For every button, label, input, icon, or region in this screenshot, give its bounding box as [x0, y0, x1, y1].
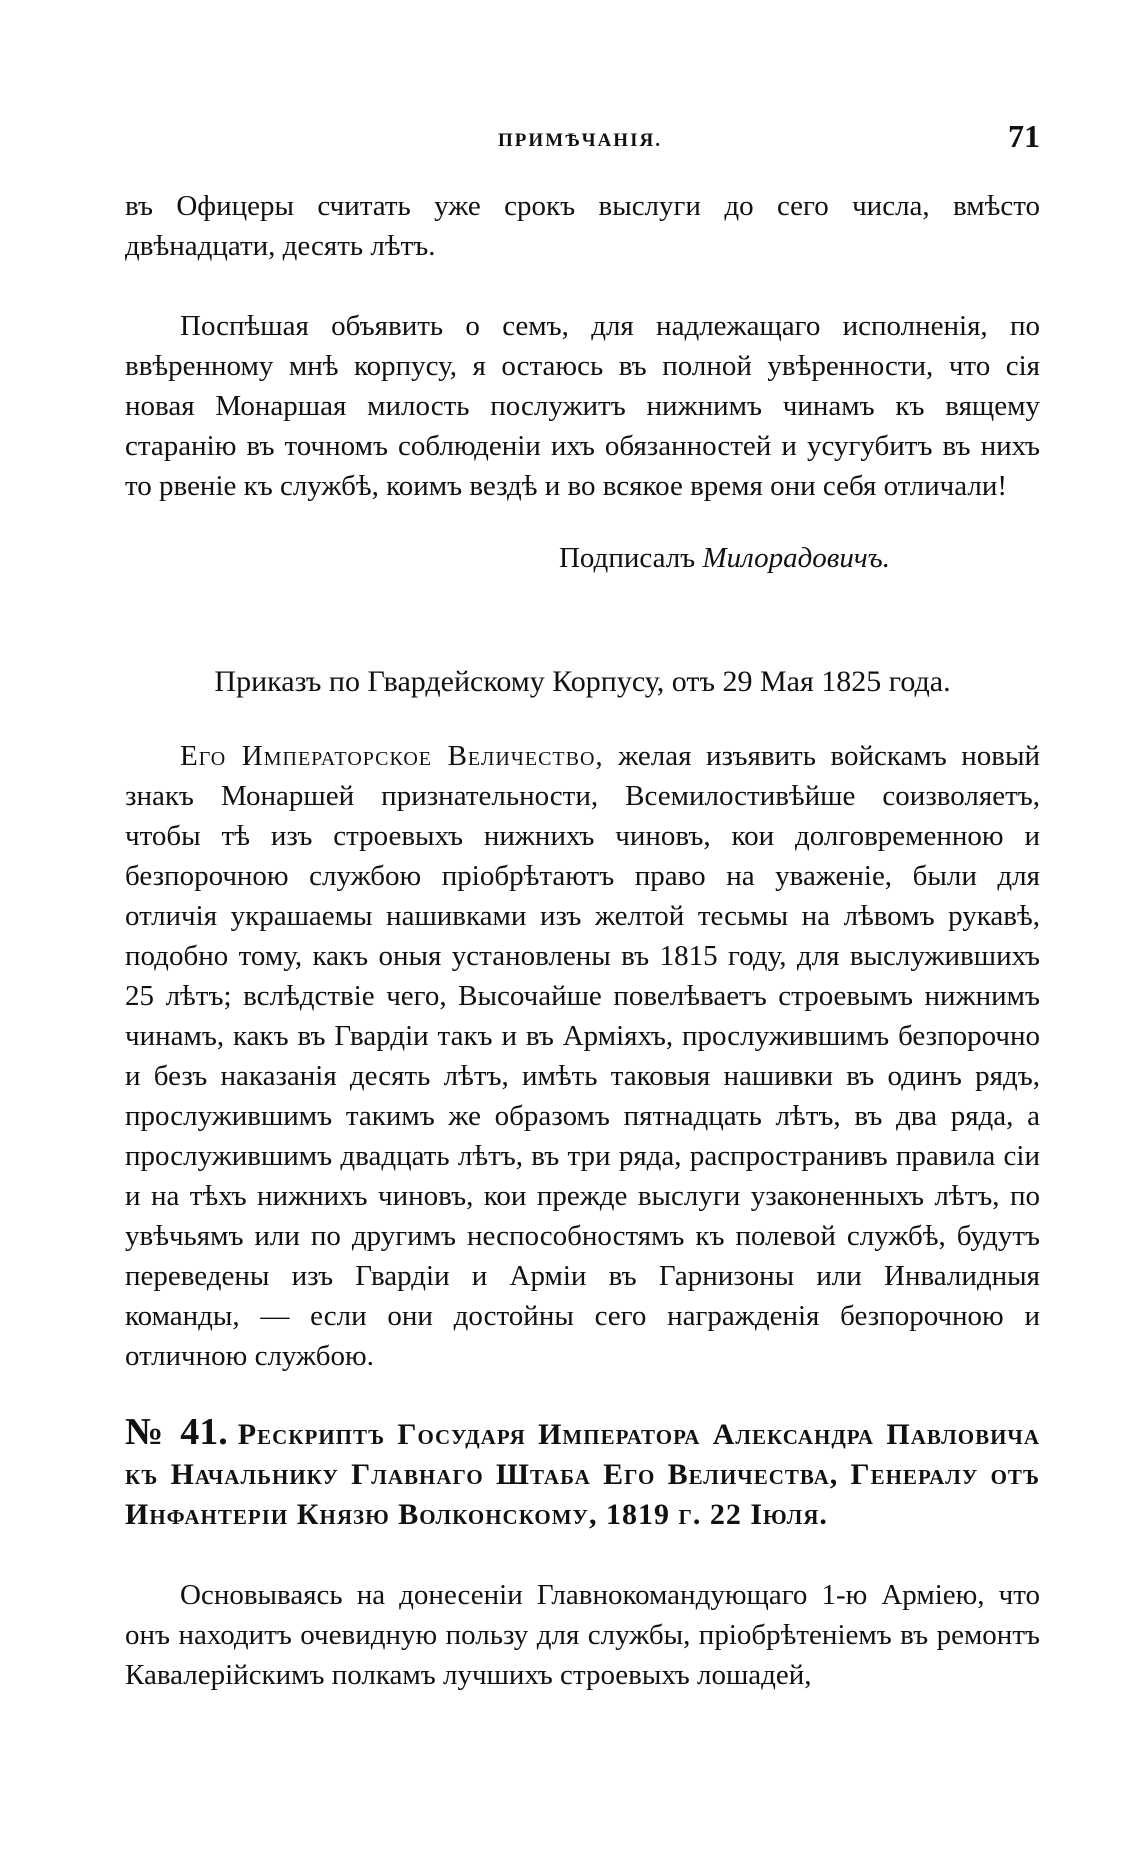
order-lead: Его Императорское Величество,: [180, 740, 604, 772]
signature-line: [125, 538, 1040, 578]
page-number: 71: [1008, 118, 1040, 154]
signature-label: Подписалъ: [558, 542, 696, 574]
order-title: Приказъ по Гвардейскому Корпусу, отъ 29 Мая 1825 года.: [214, 665, 951, 698]
section-heading: [125, 1412, 1040, 1535]
body-text: [125, 186, 1040, 1695]
paragraph-continuation: въ Офицеры считать уже срокъ выслуги до сего числа, вмѣсто двѣнадцати, десять лѣтъ.: [125, 190, 1040, 262]
section-number: № 41.: [125, 1411, 228, 1453]
paragraph-announcement: Поспѣшая объявить о семъ, для надлежащаго исполненія, по ввѣренному мнѣ корпусу, я остаюсь въ полной увѣренности, что сія новая Монаршая милость послужитъ нижнимъ чинамъ къ вящему старанію въ точномъ соблюденіи ихъ обязанностей и усугубитъ въ нихъ то рвеніе къ службѣ, коимъ вездѣ и во всякое время они себя отличали!: [125, 310, 1040, 502]
order-paragraph: [125, 736, 1040, 1376]
page-header: [120, 118, 1040, 168]
order-text: желая изъявить войскамъ новый знакъ Монаршей признательности, Всемилостивѣйше соизволяетъ, чтобы тѣ изъ строевыхъ нижнихъ чиновъ, кои долговременною и безпорочною службою пріобрѣтаютъ право на уваженіе, были для отличія украшаемы нашивками изъ желтой тесьмы на лѣвомъ рукавѣ, подобно тому, какъ оныя установлены въ 1815 году, для выслужившихъ 25 лѣтъ; вслѣдствіе чего, Высочайше повелѣваетъ строевымъ нижнимъ чинамъ, какъ въ Гвардіи такъ и въ Арміяхъ, прослужившимъ безпорочно и безъ наказанія десять лѣтъ, имѣть таковыя нашивки въ одинъ рядъ, прослужившимъ такимъ же образомъ пятнадцать лѣтъ, въ два ряда, а прослужившимъ двадцать лѣтъ, въ три ряда, распространивъ правила сіи и на тѣхъ нижнихъ чиновъ, кои прежде выслуги узаконенныхъ лѣтъ, по увѣчьямъ или по другимъ неспособностямъ къ полевой службѣ, будутъ переведены изъ Гвардіи и Арміи въ Гарнизоны или Инвалидныя команды, — если они достойны сего награжденія безпорочною и отличною службою.: [125, 740, 1041, 1372]
section-title: Рескриптъ Государя Императора Александра Павловича къ Начальнику Главнаго Штаба Его Величества, Генералу отъ Инфантеріи Князю Волконскому, 1819 г. 22 Іюля.: [125, 1418, 1041, 1531]
running-title: ПРИМѢЧАНІЯ.: [498, 130, 662, 151]
rescript-paragraph: Основываясь на донесеніи Главнокомандующаго 1-ю Арміею, что онъ находитъ очевидную пользу для службы, пріобрѣтеніемъ въ ремонтъ Кавалерійскимъ полкамъ лучшихъ строевыхъ лошадей,: [125, 1579, 1040, 1691]
signature-name: Милорадовичъ.: [702, 542, 890, 574]
